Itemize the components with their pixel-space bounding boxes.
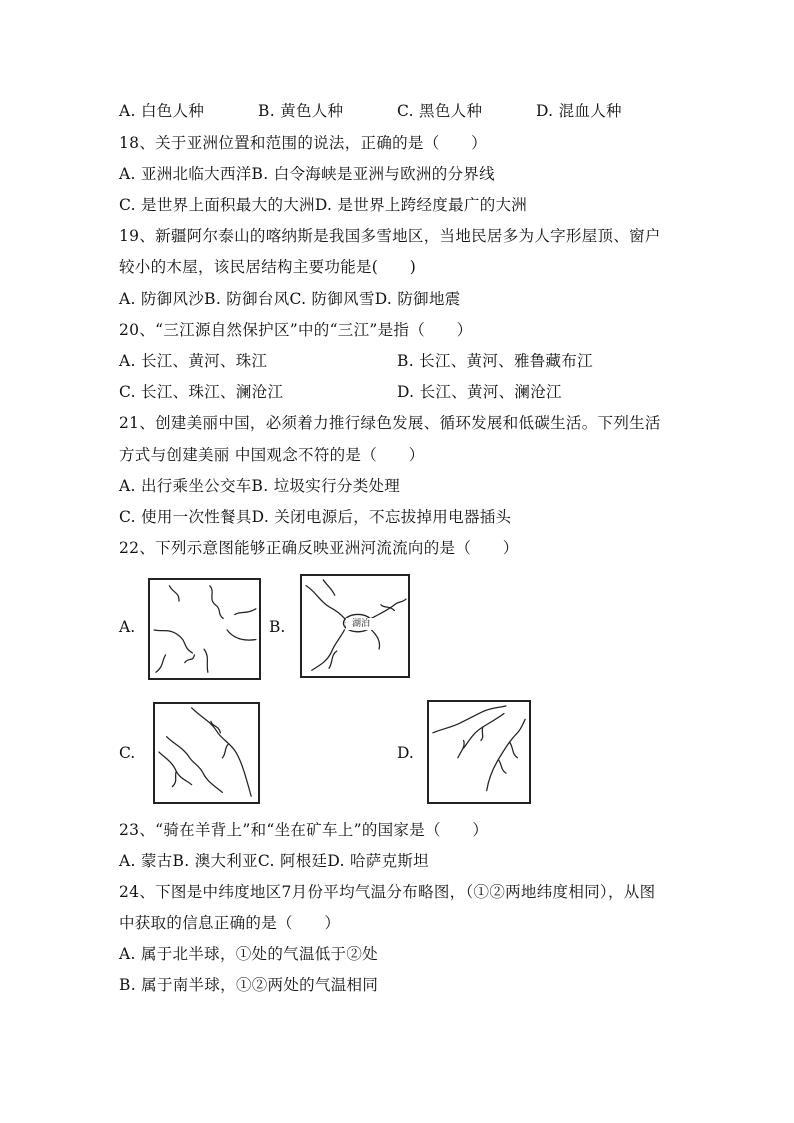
river-map-c-drawing [155,704,258,802]
q24-stem-line1: 24、下图是中纬度地区7月份平均气温分布略图，（①②两地纬度相同），从图 [119,883,656,901]
river-map-a-drawing [150,580,259,678]
q20-option-c: C. 长江、珠江、澜沧江 [119,383,284,401]
q22-label-b: B. [269,618,286,636]
q22-stem: 22、下列示意图能够正确反映亚洲河流流向的是（ ） [119,539,519,557]
q23-options: A. 蒙古B. 澳大利亚C. 阿根廷D. 哈萨克斯坦 [119,852,429,870]
q21-stem-line2: 方式与创建美丽 中国观念不符的是（ ） [119,446,425,464]
q17-option-c: C. 黑色人种 [397,102,483,120]
q19-options: A. 防御风沙B. 防御台风C. 防御风雪D. 防御地震 [119,290,461,308]
q18-stem: 18、关于亚洲位置和范围的说法，正确的是（ ） [119,134,487,152]
q20-option-b: B. 长江、黄河、雅鲁藏布江 [397,352,593,370]
q20-option-d: D. 长江、黄河、澜沧江 [397,383,562,401]
q21-options-ab: A. 出行乘坐公交车B. 垃圾实行分类处理 [119,477,401,495]
river-map-b [300,574,410,678]
q17-option-b: B. 黄色人种 [258,102,344,120]
q24-option-b: B. 属于南半球，①②两处的气温相同 [119,976,379,994]
q18-options-ab: A. 亚洲北临大西洋B. 白令海峡是亚洲与欧洲的分界线 [119,165,495,183]
q19-stem-line2: 较小的木屋，该民居结构主要功能是( ) [119,258,417,276]
q19-stem-line1: 19、新疆阿尔泰山的喀纳斯是我国多雪地区，当地民居多为人字形屋顶、窗户 [119,227,661,245]
river-map-c [153,702,260,804]
q20-stem: 20、“三江源自然保护区”中的“三江”是指（ ） [119,321,473,339]
q24-option-a: A. 属于北半球，①处的气温低于②处 [119,945,378,963]
q24-stem-line2: 中获取的信息正确的是（ ） [119,914,341,932]
q21-options-cd: C. 使用一次性餐具D. 关闭电源后，不忘拔掉用电器插头 [119,508,512,526]
river-map-a [148,578,261,680]
q17-option-a: A. 白色人种 [119,102,205,120]
q21-stem-line1: 21、创建美丽中国，必须着力推行绿色发展、循环发展和低碳生活。下列生活 [119,414,661,432]
q17-option-d: D. 混血人种 [536,102,622,120]
q22-label-a: A. [119,618,136,636]
q23-stem: 23、“骑在羊背上”和“坐在矿车上”的国家是（ ） [119,821,489,839]
q22-label-c: C. [119,744,136,762]
q20-option-a: A. 长江、黄河、珠江 [119,352,268,370]
lake-label: 湖泊 [346,618,376,630]
q22-label-d: D. [397,744,414,762]
q18-options-cd: C. 是世界上面积最大的大洲D. 是世界上跨经度最广的大洲 [119,196,528,214]
river-map-d-drawing [429,702,529,802]
river-map-d [427,700,531,804]
